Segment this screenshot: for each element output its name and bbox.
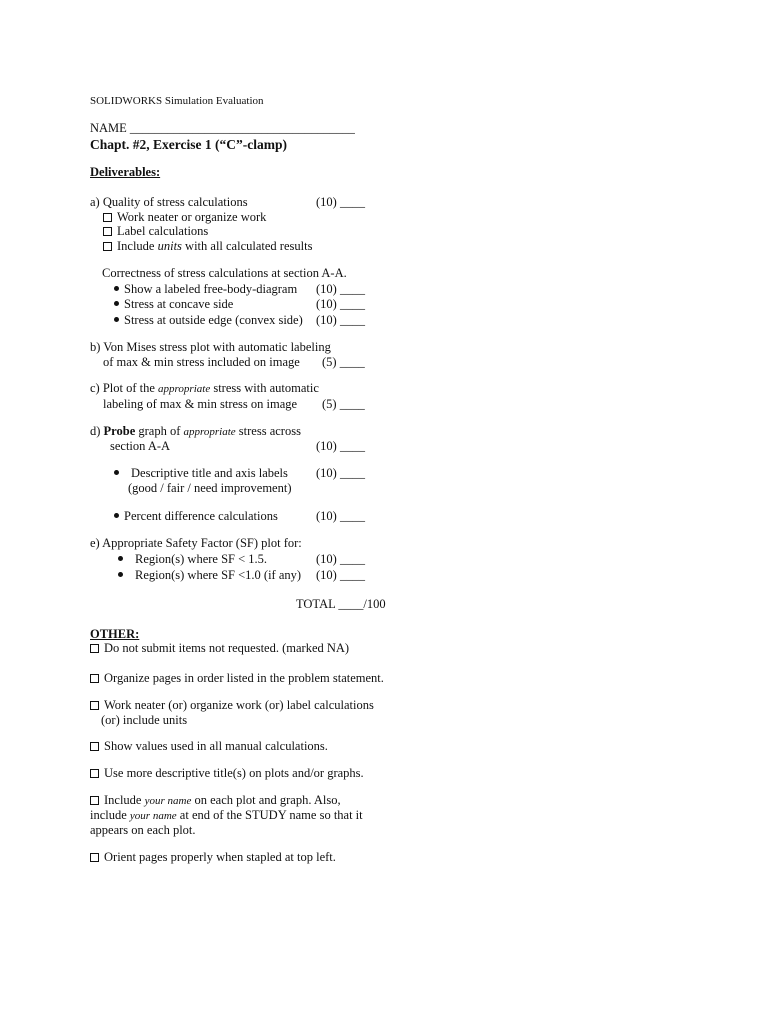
checklist-row: Organize pages in order listed in the problem statement. [90, 671, 384, 685]
checklist-continuation: include your name at end of the STUDY name so that it [90, 808, 363, 822]
item-a-label: a) Quality of stress calculations [90, 195, 248, 209]
checkbox-icon[interactable] [90, 644, 99, 653]
checkbox-icon[interactable] [90, 674, 99, 683]
item-d-points: (10) ____ [316, 439, 365, 453]
checklist-row: Use more descriptive title(s) on plots and/or graphs. [90, 766, 364, 780]
page-title: Chapt. #2, Exercise 1 (“C”-clamp) [90, 137, 287, 152]
checklist-row: Work neater (or) organize work (or) label calculations [90, 698, 374, 712]
checkbox-icon[interactable] [90, 796, 99, 805]
checklist-row: Do not submit items not requested. (marked NA) [90, 641, 349, 655]
item-d-line1: d) Probe graph of appropriate stress across [90, 424, 301, 438]
item-b-line1: b) Von Mises stress plot with automatic labeling [90, 340, 331, 354]
bullet-text: Region(s) where SF < 1.5. [135, 552, 268, 566]
name-line: NAME ____________________________________ [90, 121, 355, 135]
checklist-continuation: (or) include units [101, 713, 188, 727]
bullet-icon [118, 556, 123, 561]
bullet-points: (10) ____ [316, 552, 365, 566]
bullet-points: (10) ____ [316, 509, 365, 523]
item-a-points: (10) ____ [316, 195, 365, 209]
bullet-icon [114, 513, 119, 518]
bullet-text: Show a labeled free-body-diagram [124, 282, 298, 296]
checkbox-icon[interactable] [90, 769, 99, 778]
checkbox-icon[interactable] [103, 213, 112, 222]
checklist-continuation: appears on each plot. [90, 823, 196, 837]
checklist-row: Include your name on each plot and graph. Also, [90, 793, 341, 808]
bullet-text: Descriptive title and axis labels [131, 466, 288, 480]
bullet-points: (10) ____ [316, 568, 365, 582]
bullet-text: Region(s) where SF <1.0 (if any) [135, 568, 302, 582]
checkbox-icon[interactable] [90, 701, 99, 710]
checklist-row: Show values used in all manual calculations. [90, 739, 328, 753]
item-c-line2: labeling of max & min stress on image [103, 397, 298, 411]
bullet-icon [114, 286, 119, 291]
bullet-icon [114, 301, 119, 306]
item-c-line1: c) Plot of the appropriate stress with automatic [90, 381, 319, 395]
other-heading: OTHER: [90, 627, 140, 641]
bullet-icon [118, 572, 123, 577]
checkbox-icon[interactable] [90, 853, 99, 862]
deliverables-heading: Deliverables: [90, 165, 161, 179]
total-score: TOTAL ____/100 [296, 597, 386, 611]
bullet-text: Percent difference calculations [124, 509, 278, 523]
bullet-text: Stress at concave side [124, 297, 234, 311]
correctness-intro: Correctness of stress calculations at section A-A. [102, 266, 347, 280]
bullet-points: (10) ____ [316, 297, 365, 311]
checklist-row: Work neater or organize work [103, 210, 266, 224]
checkbox-icon[interactable] [103, 227, 112, 236]
checklist-row: Label calculations [103, 224, 208, 238]
rating-scale: (good / fair / need improvement) [128, 481, 292, 495]
item-b-line2: of max & min stress included on image [103, 355, 300, 369]
item-b-points: (5) ____ [322, 355, 365, 369]
checkbox-icon[interactable] [90, 742, 99, 751]
bullet-icon [114, 470, 119, 475]
bullet-points: (10) ____ [316, 282, 365, 296]
checklist-row: Include units with all calculated results [103, 239, 312, 253]
item-e-label: e) Appropriate Safety Factor (SF) plot for: [90, 536, 302, 550]
checkbox-icon[interactable] [103, 242, 112, 251]
bullet-points: (10) ____ [316, 466, 365, 480]
course-header: SOLIDWORKS Simulation Evaluation [90, 95, 264, 107]
bullet-points: (10) ____ [316, 313, 365, 327]
checklist-row: Orient pages properly when stapled at top left. [90, 850, 336, 864]
bullet-icon [114, 317, 119, 322]
bullet-text: Stress at outside edge (convex side) [124, 313, 303, 327]
item-d-line2: section A-A [110, 439, 171, 453]
item-c-points: (5) ____ [322, 397, 365, 411]
